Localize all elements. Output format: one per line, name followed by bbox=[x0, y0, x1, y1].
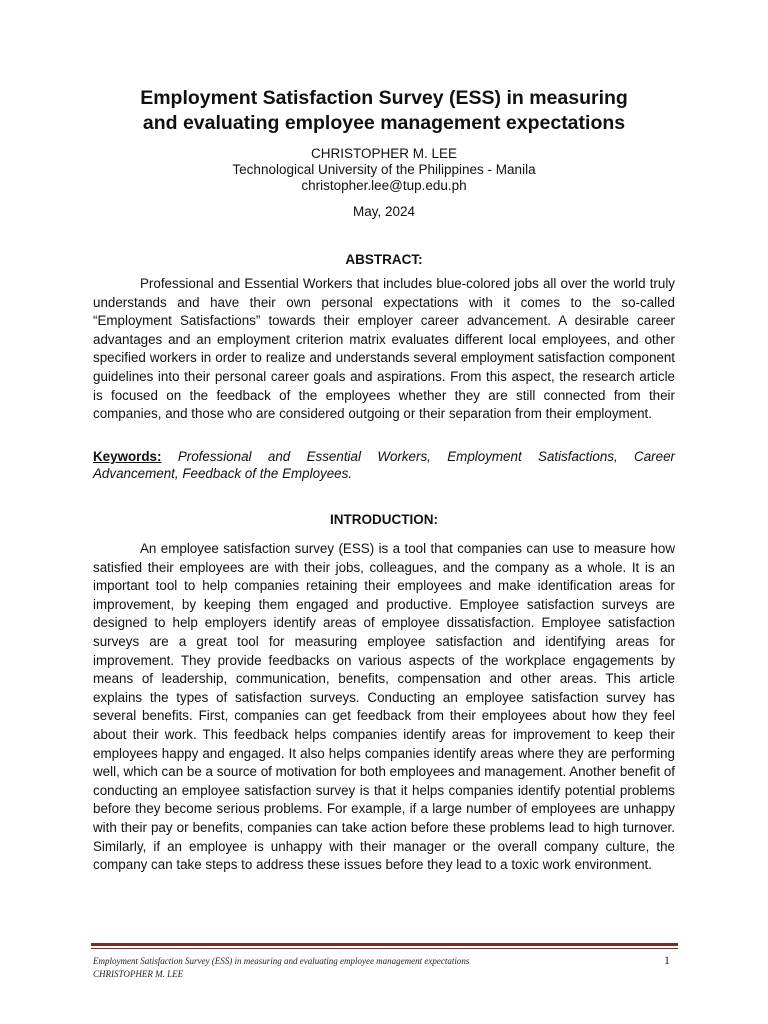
abstract-heading: ABSTRACT: bbox=[345, 252, 423, 267]
author-name: CHRISTOPHER M. LEE bbox=[310, 146, 458, 161]
introduction-heading: INTRODUCTION: bbox=[330, 512, 438, 527]
author-affiliation: Technological University of the Philippines - Manila bbox=[232, 162, 536, 177]
running-footer bbox=[93, 955, 469, 981]
keywords-label: Keywords: bbox=[93, 449, 162, 464]
paper-title-line-2: and evaluating employee management expectations bbox=[142, 112, 626, 134]
page-number: 1 bbox=[664, 953, 670, 967]
footer-author: CHRISTOPHER M. LEE bbox=[93, 969, 184, 979]
keywords-list: Professional and Essential Workers, Employment Satisfactions, Career Advancement, Feedback of the Employees. bbox=[93, 449, 675, 481]
footer-rule-thin bbox=[91, 948, 678, 949]
author-block bbox=[80, 146, 688, 194]
author-email: christopher.lee@tup.edu.ph bbox=[301, 178, 467, 193]
footer-rule-thick bbox=[91, 943, 678, 946]
introduction-text: An employee satisfaction survey (ESS) is a tool that companies can use to measure how satisfied their employees are with their jobs, colleagues, and the company as a whole. It is an important tool to help companies retaining their employees and make identification areas for improvement, by keeping them engaged and productive. Employee satisfaction surveys are designed to help employers identify areas of employee dissatisfaction. Employee satisfaction surveys are a great tool for measuring employee satisfaction and identifying areas for improvement. They provide feedbacks on various aspects of the workplace engagements by means of leadership, communication, benefits, compensation and other areas. This article explains the types of satisfaction surveys. Conducting an employee satisfaction survey has several benefits. First, companies can get feedback from their employees about how they feel about their work. This feedback helps companies identify areas for improvement to keep their employees happy and engaged. It also helps companies identify areas where they are performing well, which can be a source of motivation for both employees and management. Another benefit of conducting an employee satisfaction survey is that it helps companies identify potential problems before they become serious problems. For example, if a large number of employees are unhappy with their pay or benefits, companies can take action before these problems lead to high turnover. Similarly, if an employee is unhappy with their manager or the overall company culture, the company can take steps to address these issues before they lead to a toxic work environment. bbox=[93, 541, 675, 873]
keywords bbox=[93, 448, 675, 482]
abstract-text: Professional and Essential Workers that includes blue-colored jobs all over the world truly understands and have their own personal expectations with it comes to the so-called “Employment Satisfactions” towards their employer career advancement. A desirable career advantages and an employment criterion matrix evaluates different local employees, and other specified workers in order to realize and understands several employment satisfaction component guidelines into their personal career goals and aspirations. From this aspect, the research article is focused on the feedback of the employees whether they are still connected from their companies, and those who are considered outgoing or their separation from their employment. bbox=[93, 276, 675, 422]
publication-date: May, 2024 bbox=[352, 204, 416, 219]
footer-title: Employment Satisfaction Survey (ESS) in measuring and evaluating employee management expectations bbox=[93, 956, 470, 966]
paper-title-line-1: Employment Satisfaction Survey (ESS) in measuring bbox=[140, 87, 628, 109]
paper-title bbox=[80, 86, 688, 136]
